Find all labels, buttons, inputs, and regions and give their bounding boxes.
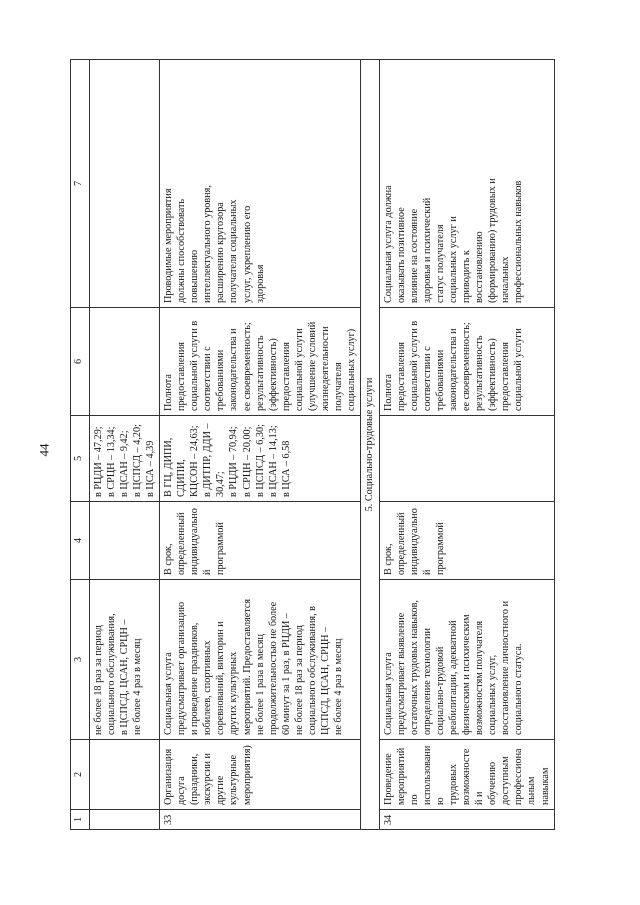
cell-tariff	[379, 416, 554, 502]
header-cell: 7	[71, 60, 90, 308]
services-table	[70, 59, 555, 830]
page-number: 44	[36, 443, 52, 457]
cell-number: 34	[379, 810, 554, 830]
cell-tariff: В ГЦ, ДИПИ, СДИПИ, КЦСОН – 24,63; в ДИТПР, ДДИ – 30,47; в РЦДИ – 70,94; в СРЦН – 20,00; в ЦСПСД – 6,30; в ЦСАН – 14,13; в ЦСА – 6,58	[160, 416, 361, 502]
cell-term: В срок, определенный индивидуальной программой	[379, 502, 554, 580]
table-header-row	[71, 60, 90, 830]
cell-service-name: Организация досуга (праздники, экскурсии и другие культурные мероприятия)	[160, 740, 361, 810]
cell-empty	[90, 60, 160, 308]
cell-description: Социальная услуга предусматривает организацию и проведение праздников, юбилеев, спортивных соревнований, викторин и других культурных мероприятий. Предоставляется не более 1 раза в месяц продолжительностью не более 60 минут за 1 раз, в РЦДИ – не более 18 раз за период социального обслуживания, в ЦСПСД, ЦСАН, СРЦН – не более 4 раз в месяц	[160, 580, 361, 740]
rotated-page-content	[70, 60, 580, 830]
cell-empty	[90, 502, 160, 580]
header-cell: 2	[71, 740, 90, 810]
cell-conditions: Проводимые мероприятия должны способствовать повышению интеллектуального уровня, расширению кругозора получателя социальных услуг, укреплению его здоровья	[160, 60, 361, 308]
table-row-continuation	[90, 60, 160, 830]
header-cell: 3	[71, 580, 90, 740]
cell-conditions: Социальная услуга должна оказывать позитивное влияние на состояние здоровья и психический статус получателя социальных услуг и приводить к восстановлению (формированию) трудовых и начальных профессиональных навыков	[379, 60, 554, 308]
section-header-row	[360, 60, 379, 830]
header-cell: 4	[71, 502, 90, 580]
cell-term: В срок, определенный индивидуальной программой	[160, 502, 361, 580]
header-cell: 6	[71, 308, 90, 416]
cell-service-name: Проведение мероприятий по использованию трудовых возможностей и обучению доступным профессиональным навыкам	[379, 740, 554, 810]
cell-empty	[90, 810, 160, 830]
table-row-34	[379, 60, 554, 830]
table-row-33	[160, 60, 361, 830]
cell-tariff: в РЦДИ – 47,29; в СРЦН – 13,34; в ЦСАН – 9,42; в ЦСПСД – 4,20; в ЦСА – 4,39	[90, 416, 160, 502]
cell-indicators: Полнота предоставления социальной услуги в соответствии с требованиями законодательства и ее своевременность; результативность (эффективность) предоставления социальной услуги (улучшение условий жизнедеятельности получателя социальных услуг)	[160, 308, 361, 416]
cell-empty	[90, 308, 160, 416]
cell-empty	[90, 740, 160, 810]
cell-number: 33	[160, 810, 361, 830]
cell-indicators: Полнота предоставления социальной услуги в соответствии с требованиями законодательства и ее своевременность; результативность (эффективность) предоставления социальной услуги	[379, 308, 554, 416]
header-cell: 1	[71, 810, 90, 830]
cell-description: не более 18 раз за период социального обслуживания, в ЦСПСД, ЦСАН, СРЦН – не более 4 раз в месяц	[90, 580, 160, 740]
cell-description: Социальная услуга предусматривает выявление остаточных трудовых навыков, определение технологии социально-трудовой реабилитации, адекватной физическим и психическим возможностям получателя социальных услуг, восстановление личностного и социального статуса.	[379, 580, 554, 740]
section-title: 5. Социально-трудовые услуги	[360, 60, 379, 830]
header-cell: 5	[71, 416, 90, 502]
